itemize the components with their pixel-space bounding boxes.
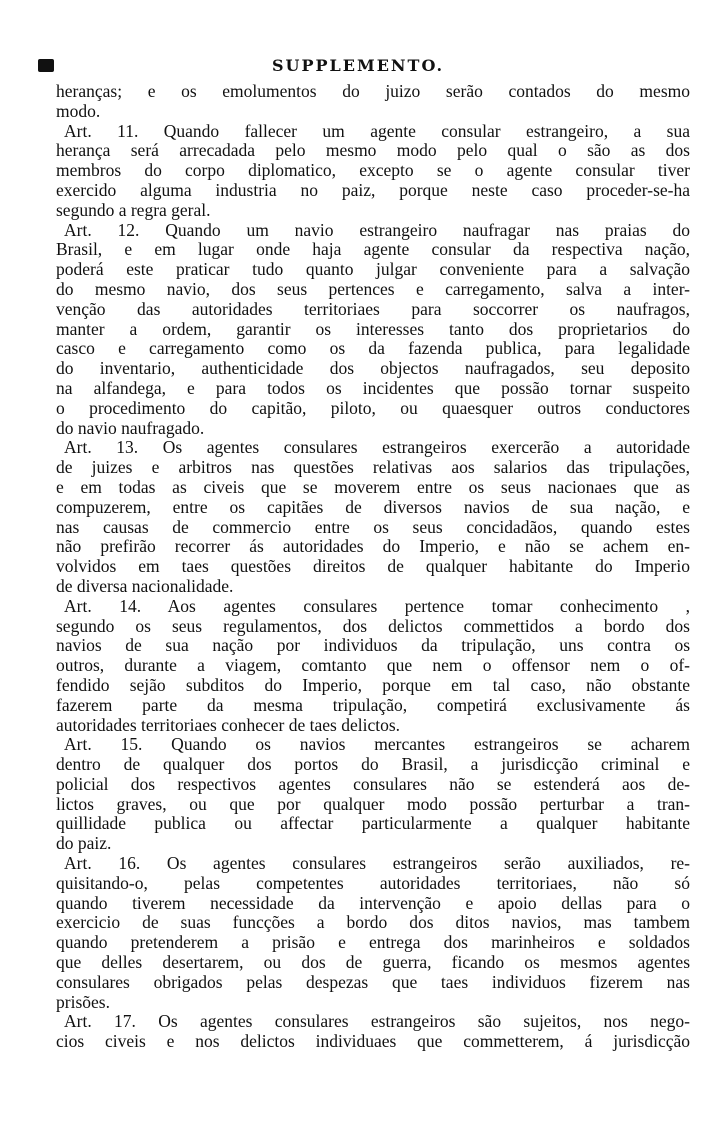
article-paragraph	[56, 854, 690, 1012]
article-paragraph	[56, 597, 690, 736]
article-paragraph	[56, 221, 690, 439]
text-line: membros do corpo diplomatico, excepto se o agente consular tiver	[56, 160, 690, 181]
text-line: poderá este praticar tudo quanto julgar conveniente para a salvação	[56, 259, 690, 280]
text-line: Art. 15. Quando os navios mercantes estrangeiros se acharem	[64, 734, 690, 755]
text-line: de juizes e arbitros nas questões relativas aos salarios das tripulações,	[56, 457, 690, 478]
paragraph-continuation	[56, 82, 690, 122]
text-line: prisões.	[56, 991, 110, 1012]
text-line: quando pretenderem a prisão e entrega dos marinheiros e soldados	[56, 932, 690, 953]
running-title: SUPPLEMENTO.	[271, 56, 445, 75]
text-line: do mesmo navio, dos seus pertences e carregamento, salva a inter-	[56, 278, 690, 299]
text-line: venção das autoridades territoriaes para soccorrer os naufragos,	[56, 298, 690, 319]
text-line: modo.	[56, 100, 101, 121]
text-line: do inventario, authenticidade dos objectos naufragados, seu deposito	[56, 358, 690, 379]
text-line: heranças; e os emolumentos do juizo serão contados do mesmo	[56, 81, 690, 101]
text-line: segundo os seus regulamentos, dos delictos commettidos a bordo dos	[56, 615, 690, 636]
text-line: quillidade publica ou affectar particularmente a qualquer habitante	[56, 813, 690, 834]
text-line: o procedimento do capitão, piloto, ou quaesquer outros conductores	[56, 397, 690, 418]
article-paragraph	[56, 1012, 690, 1052]
text-line: consulares obrigados pelas despezas que taes individuos fizerem nas	[56, 971, 690, 992]
text-line: Brasil, e em lugar onde haja agente consular da respectiva nação,	[56, 239, 690, 260]
text-line: dentro de qualquer dos portos do Brasil, a jurisdicção criminal e	[56, 754, 690, 775]
text-line: manter a ordem, garantir os interesses tanto dos proprietarios do	[56, 318, 690, 339]
text-line: casco e carregamento como os da fazenda publica, para legalidade	[56, 338, 690, 359]
text-line: que delles desertarem, ou dos de guerra, ficando os mesmos agentes	[56, 952, 690, 973]
text-line: exercido alguma industria no paiz, porque neste caso proceder-se-ha	[56, 179, 690, 200]
text-line: Art. 12. Quando um navio estrangeiro naufragar nas praias do	[64, 219, 690, 240]
text-line: fendido sejão subditos do Imperio, porque em tal caso, não obstante	[56, 674, 690, 695]
text-line: cios civeis e nos delictos individuaes que commetterem, á jurisdicção	[56, 1031, 690, 1052]
page-header	[38, 56, 678, 78]
text-line: exercicio de suas funcções a bordo dos ditos navios, mas tambem	[56, 912, 690, 933]
text-line: quando tiverem necessidade da intervenção e apoio dellas para o	[56, 892, 690, 913]
text-line: Art. 16. Os agentes consulares estrangeiros serão auxiliados, re-	[64, 853, 690, 874]
text-line: do navio naufragado.	[56, 417, 205, 438]
text-line: volvidos em taes questões direitos de qualquer habitante do Imperio	[56, 556, 690, 577]
text-line: navios de sua nação por individuos da tripulação, uns contra os	[56, 635, 690, 656]
text-line: do paiz.	[56, 833, 112, 854]
document-body	[56, 82, 690, 1052]
text-line: quisitando-o, pelas competentes autoridades territoriaes, não só	[56, 872, 690, 893]
article-paragraph	[56, 438, 690, 596]
text-line: Art. 13. Os agentes consulares estrangeiros exercerão a autoridade	[64, 437, 690, 458]
text-line: e em todas as civeis que se moverem entre os seus nacionaes que as	[56, 476, 690, 497]
text-line: compuzerem, entre os capitães de diversos navios de sua nação, e	[56, 496, 690, 517]
text-line: segundo a regra geral.	[56, 199, 211, 220]
article-paragraph	[56, 122, 690, 221]
text-line: herança será arrecadada pelo mesmo modo pelo qual o são as dos	[56, 140, 690, 161]
text-line: nas causas de commercio entre os seus concidadãos, quando estes	[56, 516, 690, 537]
text-line: lictos graves, ou que por qualquer modo possão perturbar a tran-	[56, 793, 690, 814]
text-line: outros, durante a viagem, comtanto que nem o offensor nem o of-	[56, 655, 690, 676]
text-line: Art. 17. Os agentes consulares estrangeiros são sujeitos, nos nego-	[64, 1011, 690, 1032]
text-line: autoridades territoriaes conhecer de taes delictos.	[56, 714, 401, 735]
text-line: na alfandega, e para todos os incidentes que possão tornar suspeito	[56, 377, 690, 398]
text-line: Art. 14. Aos agentes consulares pertence tomar conhecimento ,	[64, 595, 690, 616]
text-line: de diversa nacionalidade.	[56, 575, 234, 596]
text-line: não prefirão recorrer ás autoridades do Imperio, e não se achem en-	[56, 536, 690, 557]
text-line: Art. 11. Quando fallecer um agente consular estrangeiro, a sua	[64, 120, 690, 141]
article-paragraph	[56, 735, 690, 854]
text-line: policial dos respectivos agentes consulares não se estenderá aos de-	[56, 773, 690, 794]
text-line: fazerem parte da mesma tripulação, competirá exclusivamente ás	[56, 694, 690, 715]
